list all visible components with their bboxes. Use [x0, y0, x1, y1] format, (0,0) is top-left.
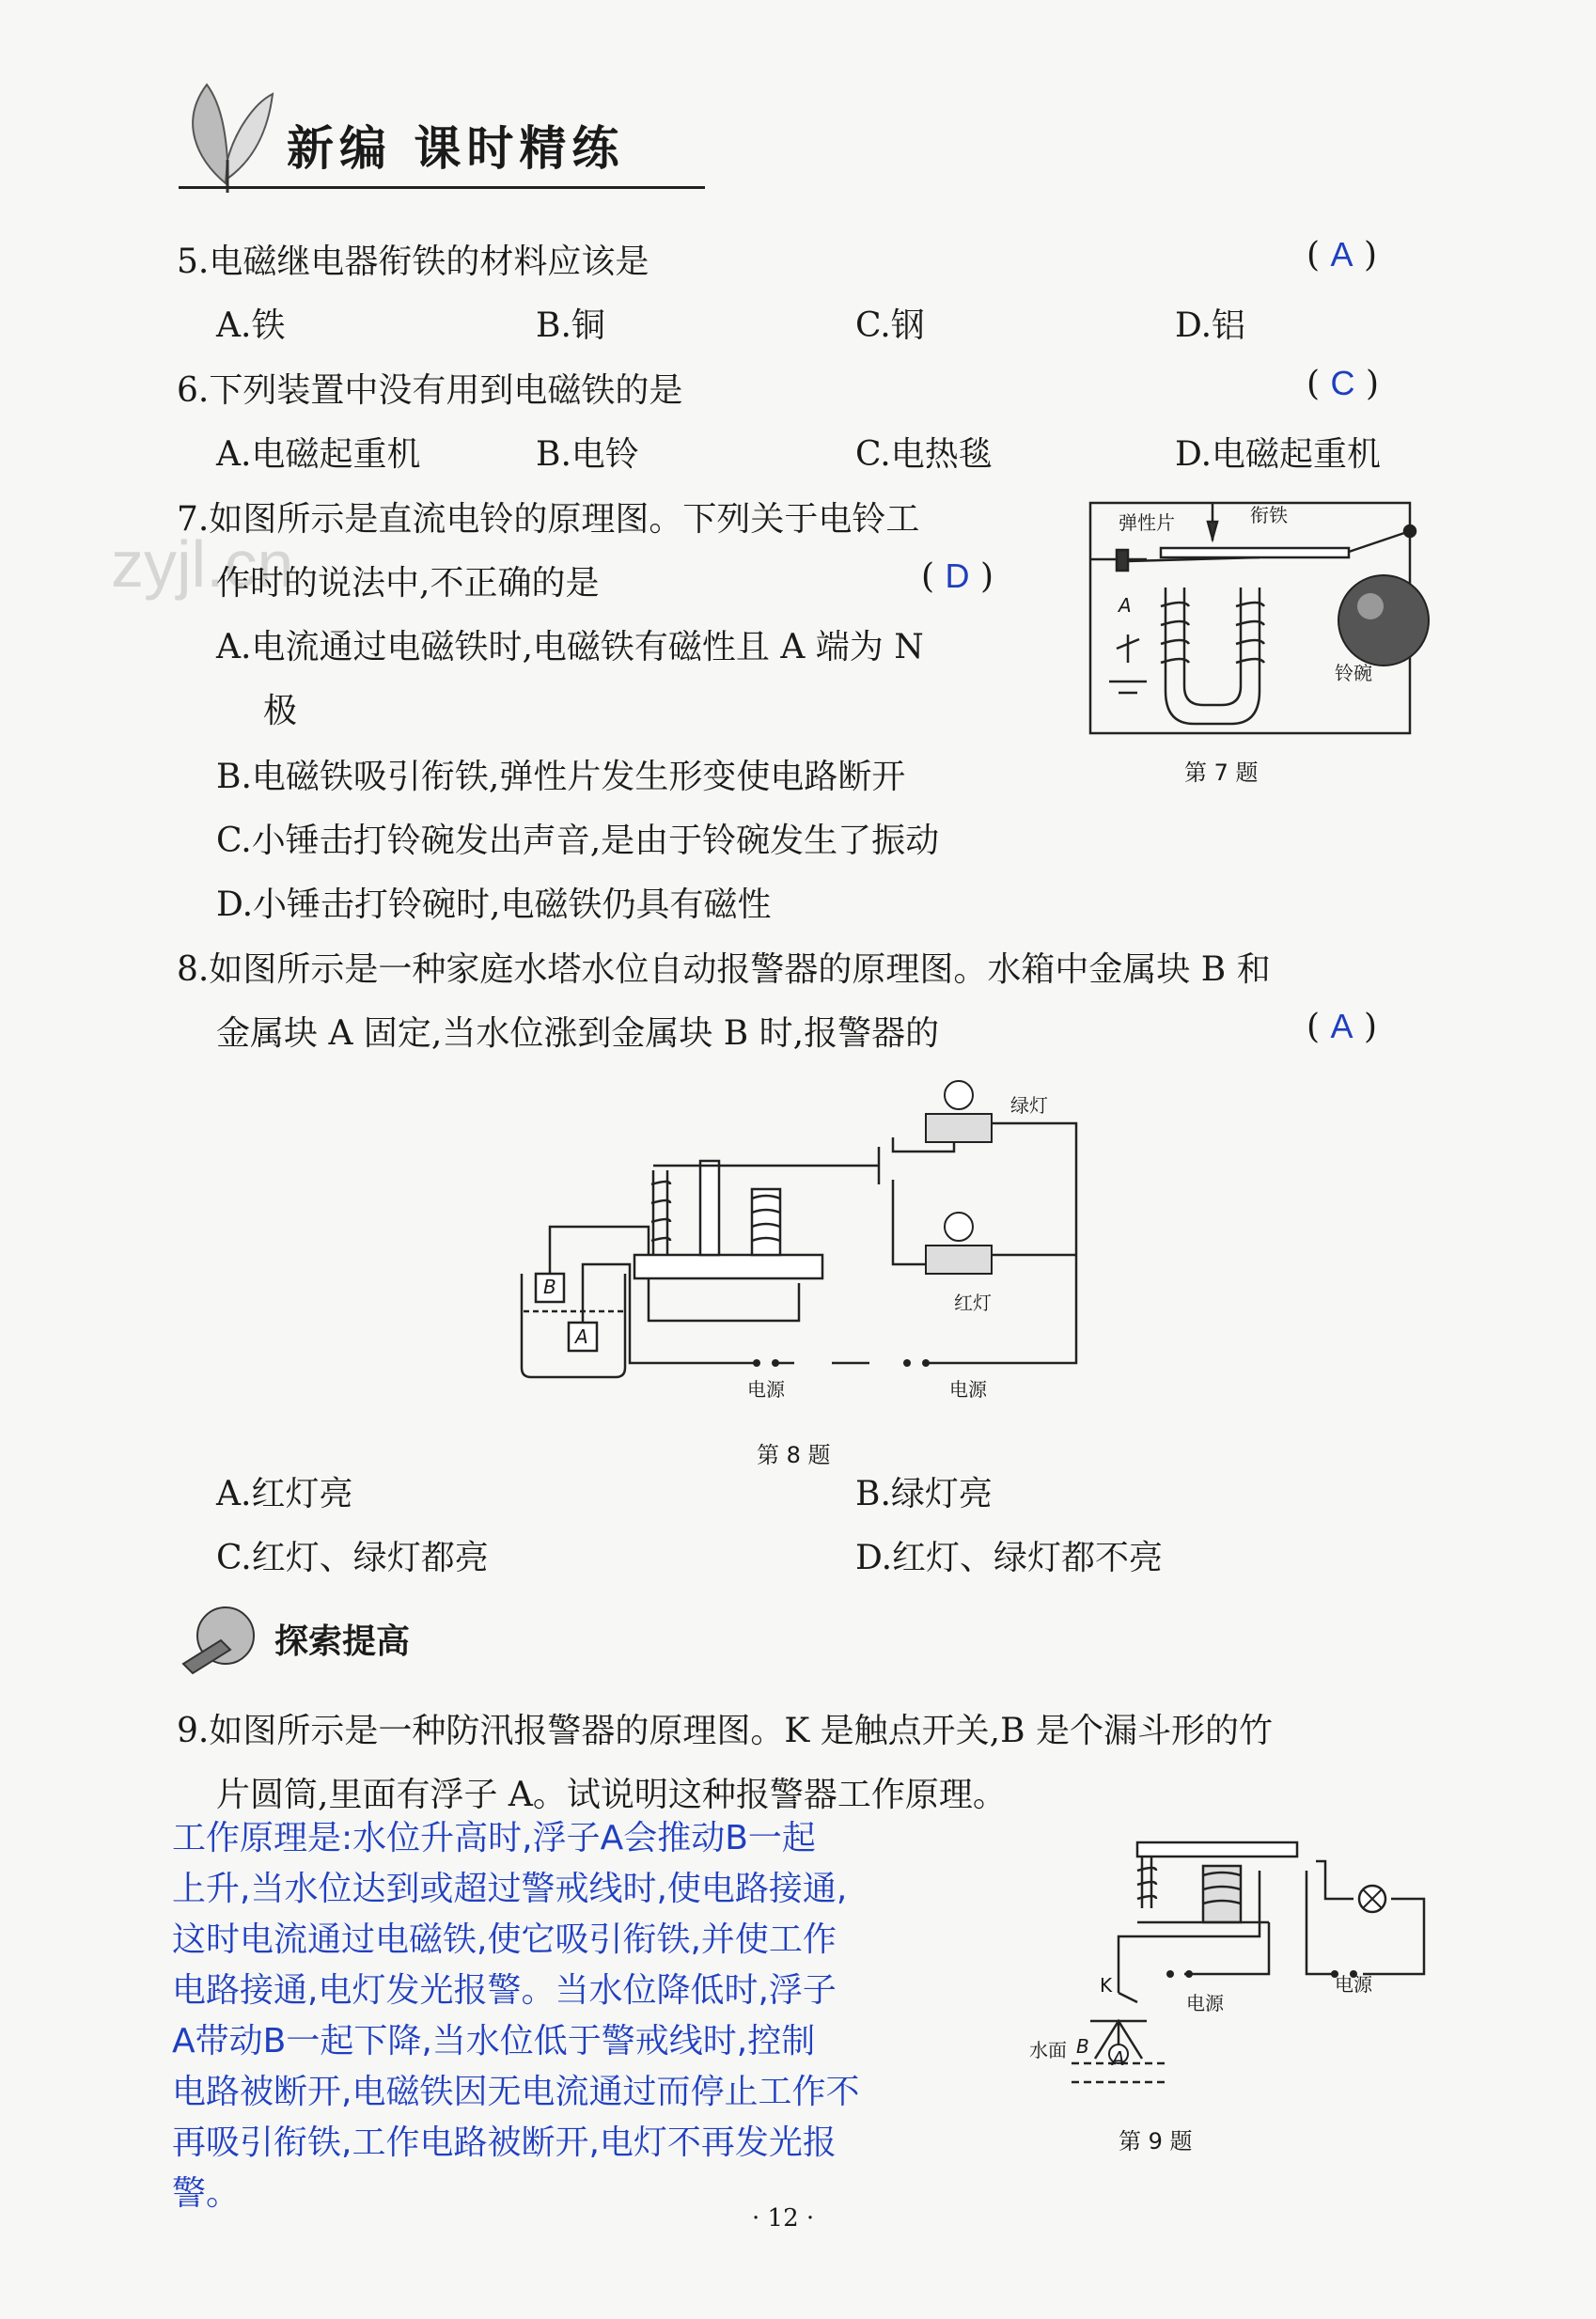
q9-label-water: 水面 — [1029, 2039, 1067, 2061]
q6-option-c: C.电热毯 — [855, 435, 993, 474]
q9-answer-line-7: 再吸引衔铁,工作电路被断开,电灯不再发光报 — [172, 2123, 837, 2162]
watermark: zyjl.cn — [111, 527, 294, 601]
q5-answer-bracket: ( A ) — [1307, 235, 1378, 274]
q6-option-a: A.电磁起重机 — [216, 435, 421, 474]
q6-answer-bracket: ( C ) — [1307, 364, 1379, 403]
q9-label-k: K — [1100, 1974, 1113, 1997]
q9-answer-line-8: 警。 — [172, 2174, 241, 2213]
q9-label-power-2: 电源 — [1335, 1973, 1372, 1996]
q5-option-b: B.铜 — [536, 306, 605, 345]
q5-stem: 5.电磁继电器衔铁的材料应该是 — [177, 243, 649, 281]
section-title: 探索提高 — [274, 1622, 411, 1661]
q6-answer: C — [1330, 364, 1355, 402]
page-header-title: 新编 课时精练 — [287, 121, 625, 176]
q8-answer: A — [1330, 1007, 1353, 1045]
q9-answer-line-1: 工作原理是:水位升高时,浮子A会推动B一起 — [172, 1819, 816, 1857]
q7-option-d: D.小锤击打铃碗时,电磁铁仍具有磁性 — [216, 885, 772, 924]
q8-option-a: A.红灯亮 — [216, 1475, 353, 1513]
q9-label-b: B — [1076, 2035, 1089, 2058]
q8-label-power-2: 电源 — [949, 1378, 987, 1401]
q7-answer: D — [945, 556, 970, 595]
q7-label-spring: 弹性片 — [1119, 511, 1175, 534]
q9-stem-line2: 片圆筒,里面有浮子 A。试说明这种报警器工作原理。 — [216, 1776, 1007, 1814]
q7-stem-line2: 作时的说法中,不正确的是 — [216, 564, 600, 603]
q8-label-green-lamp: 绿灯 — [1010, 1094, 1048, 1117]
q7-label-armature: 衔铁 — [1250, 504, 1288, 526]
q8-answer-bracket: ( A ) — [1307, 1007, 1378, 1046]
q7-figure-caption: 第 7 题 — [1184, 760, 1259, 786]
q9-answer-line-3: 这时电流通过电磁铁,使它吸引衔铁,并使工作 — [172, 1920, 837, 1959]
q5-answer: A — [1330, 235, 1353, 274]
q7-option-c: C.小锤击打铃碗发出声音,是由于铃碗发生了振动 — [216, 822, 940, 860]
q9-label-a: A — [1112, 2047, 1125, 2070]
q8-label-block-b: B — [543, 1276, 556, 1298]
q7-answer-bracket: ( D ) — [921, 556, 994, 596]
q9-figure-caption: 第 9 题 — [1119, 2128, 1193, 2154]
q8-option-d: D.红灯、绿灯都不亮 — [855, 1539, 1164, 1577]
q9-stem-line1: 9.如图所示是一种防汛报警器的原理图。K 是触点开关,B 是个漏斗形的竹 — [177, 1712, 1274, 1750]
q7-option-b: B.电磁铁吸引衔铁,弹性片发生形变使电路断开 — [216, 758, 906, 796]
q7-option-a-line2: 极 — [263, 692, 298, 730]
q7-option-a-line1: A.电流通过电磁铁时,电磁铁有磁性且 A 端为 N — [216, 628, 924, 666]
q9-answer-line-4: 电路接通,电灯发光报警。当水位降低时,浮子 — [172, 1971, 837, 2010]
q8-label-red-lamp: 红灯 — [954, 1292, 992, 1314]
q5-option-c: C.钢 — [855, 306, 925, 345]
q8-label-block-a: A — [575, 1325, 588, 1348]
q6-stem: 6.下列装置中没有用到电磁铁的是 — [177, 371, 683, 410]
q8-figure-caption: 第 8 题 — [757, 1442, 831, 1468]
q6-option-d: D.电磁起重机 — [1175, 435, 1382, 474]
explore-section-icon — [174, 1598, 268, 1678]
q6-option-b: B.电铃 — [536, 435, 639, 474]
q9-answer-line-2: 上升,当水位达到或超过警戒线时,使电路接通, — [172, 1870, 848, 1908]
butterfly-logo-icon — [169, 66, 282, 197]
page-number: · 12 · — [752, 2204, 815, 2233]
q8-option-b: B.绿灯亮 — [855, 1475, 993, 1513]
header-divider — [179, 186, 705, 189]
q7-label-a: A — [1119, 594, 1132, 617]
q7-stem-line1: 7.如图所示是直流电铃的原理图。下列关于电铃工 — [177, 500, 920, 539]
q9-answer-line-5: A带动B一起下降,当水位低于警戒线时,控制 — [172, 2022, 816, 2060]
q8-water-level-alarm-diagram — [512, 1076, 1095, 1405]
q7-label-bowl: 铃碗 — [1335, 662, 1372, 684]
q9-answer-line-6: 电路被断开,电磁铁因无电流通过而停止工作不 — [172, 2073, 860, 2111]
q5-option-d: D.铝 — [1175, 306, 1246, 345]
q8-option-c: C.红灯、绿灯都亮 — [216, 1539, 489, 1577]
q9-label-power-1: 电源 — [1186, 1992, 1224, 2014]
q8-label-power-1: 电源 — [747, 1378, 785, 1401]
q8-stem-line1: 8.如图所示是一种家庭水塔水位自动报警器的原理图。水箱中金属块 B 和 — [177, 950, 1271, 989]
q5-option-a: A.铁 — [216, 306, 286, 345]
q8-stem-line2: 金属块 A 固定,当水位涨到金属块 B 时,报警器的 — [216, 1014, 940, 1053]
q9-flood-alarm-diagram — [949, 1833, 1438, 2096]
